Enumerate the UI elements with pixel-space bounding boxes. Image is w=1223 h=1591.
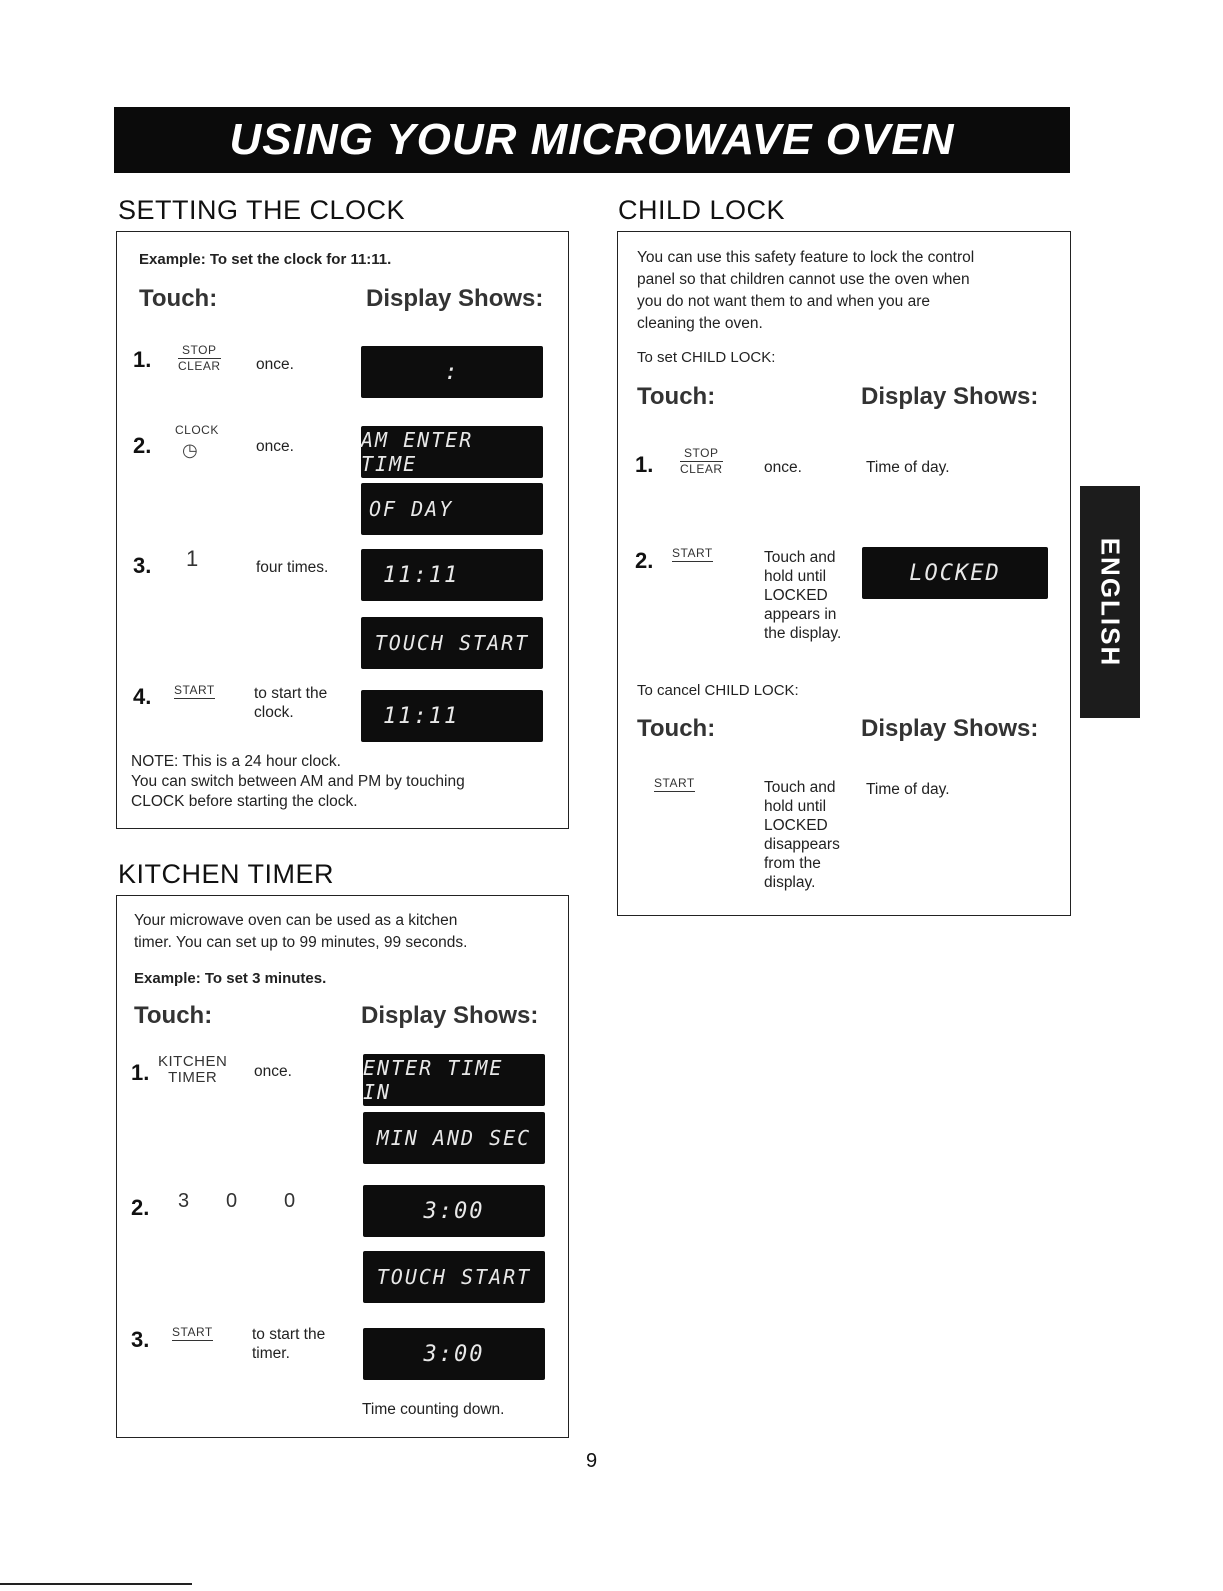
start-button [174,684,215,700]
timer-display-lcd: 3:00 [363,1328,545,1380]
button-label: KITCHEN [158,1053,228,1070]
timer-example: Example: To set 3 minutes. [134,970,327,987]
language-tab [1080,486,1140,718]
page-banner [114,107,1070,173]
cancel-child-lock-label: To cancel CHILD LOCK: [637,682,799,699]
number-1-button: 1 [186,546,199,571]
child-lock-title: CHILD LOCK [618,195,786,225]
stop-clear-button [178,344,221,373]
button-label: STOP [684,446,719,460]
clock-step-action: once. [256,356,294,373]
button-label: START [172,1325,213,1339]
timer-step-action: to start the timer. [252,1326,326,1362]
note-line: You can switch between AM and PM by touching [131,773,465,790]
clock-display-header: Display Shows: [366,285,544,312]
child-step-action: once. [764,459,802,476]
footer-rule [0,1583,192,1585]
button-label: START [654,776,695,790]
action-line: hold until [764,798,827,815]
start-button [172,1326,213,1342]
action-line: the display. [764,625,842,642]
action-line: disappears [764,836,840,853]
button-label: CLOCK [175,423,219,437]
clock-step-action: four times. [256,559,329,576]
clock-display-lcd: TOUCH START [361,617,543,669]
timer-display-lcd: MIN AND SEC [363,1112,545,1164]
action-line: appears in [764,606,837,623]
intro-line: cleaning the oven. [637,315,763,332]
timer-step-number: 1. [131,1060,150,1085]
clock-touch-header: Touch: [139,285,218,312]
action-line: from the [764,855,821,872]
timer-step-number: 3. [131,1327,150,1352]
timer-step-action: once. [254,1063,292,1080]
language-tab-label: ENGLISH [1095,537,1126,667]
start-button [672,547,713,563]
intro-line: Your microwave oven can be used as a kitchen [134,912,458,929]
button-label: START [174,683,215,697]
clock-step-number: 2. [133,433,152,458]
action-line: Touch and [764,779,836,796]
page-number: 9 [586,1450,598,1472]
action-line: hold until [764,568,827,585]
intro-line: panel so that children cannot use the oven when [637,271,970,288]
intro-line: timer. You can set up to 99 minutes, 99 seconds. [134,934,468,951]
clock-display-lcd: 11:11 [361,549,543,601]
timer-display-lcd: 3:00 [363,1185,545,1237]
child-display-lcd: LOCKED [862,547,1048,599]
button-label: TIMER [168,1069,218,1086]
clock-step-action: to start the clock. [254,685,328,721]
timer-intro [134,910,467,954]
child-display-text: Time of day. [866,459,950,476]
timer-step-number: 2. [131,1195,150,1220]
timer-caption: Time counting down. [362,1401,505,1418]
child-cancel-action [764,778,840,892]
child-step-number: 2. [635,548,654,573]
child-cancel-touch-header: Touch: [637,715,716,742]
clock-button [175,424,219,437]
clock-step-number: 4. [133,684,152,709]
clock-icon: ◷ [182,440,198,460]
button-label: CLEAR [178,359,221,373]
clock-step-number: 1. [133,347,152,372]
setting-clock-title: SETTING THE CLOCK [118,195,406,225]
button-label: CLEAR [680,462,723,476]
kitchen-timer-button [158,1054,227,1086]
action-line: LOCKED [764,817,828,834]
action-line: LOCKED [764,587,828,604]
clock-note [131,752,465,812]
child-step-number: 1. [635,452,654,477]
kitchen-timer-title: KITCHEN TIMER [118,859,335,889]
number-0-button: 0 [226,1190,238,1212]
banner-title: USING YOUR MICROWAVE OVEN [229,115,955,164]
set-child-lock-label: To set CHILD LOCK: [637,349,776,366]
timer-display-lcd: ENTER TIME IN [363,1054,545,1106]
clock-display-lcd: OF DAY [361,483,543,535]
timer-touch-header: Touch: [134,1002,213,1029]
clock-step-action: once. [256,438,294,455]
action-line: Touch and [764,549,836,566]
intro-line: you do not want them to and when you are [637,293,930,310]
stop-clear-button [680,447,723,476]
intro-line: You can use this safety feature to lock the control [637,249,975,266]
timer-display-lcd: TOUCH START [363,1251,545,1303]
child-cancel-display-text: Time of day. [866,781,950,798]
number-3-button: 3 [178,1190,190,1212]
clock-display-lcd: 11:11 [361,690,543,742]
child-lock-intro [637,247,974,335]
number-0-button: 0 [284,1190,296,1212]
clock-display-lcd: AM ENTER TIME [361,426,543,478]
timer-display-header: Display Shows: [361,1002,539,1029]
button-label: STOP [182,343,217,357]
child-cancel-display-header: Display Shows: [861,715,1039,742]
action-line: display. [764,874,816,891]
clock-step-number: 3. [133,553,152,578]
child-touch-header: Touch: [637,383,716,410]
clock-display-lcd: : [361,346,543,398]
child-display-header: Display Shows: [861,383,1039,410]
child-step-action [764,548,841,643]
start-button [654,777,695,793]
clock-example: Example: To set the clock for 11:11. [139,251,392,268]
note-line: CLOCK before starting the clock. [131,793,358,810]
note-line: NOTE: This is a 24 hour clock. [131,753,341,770]
button-label: START [672,546,713,560]
